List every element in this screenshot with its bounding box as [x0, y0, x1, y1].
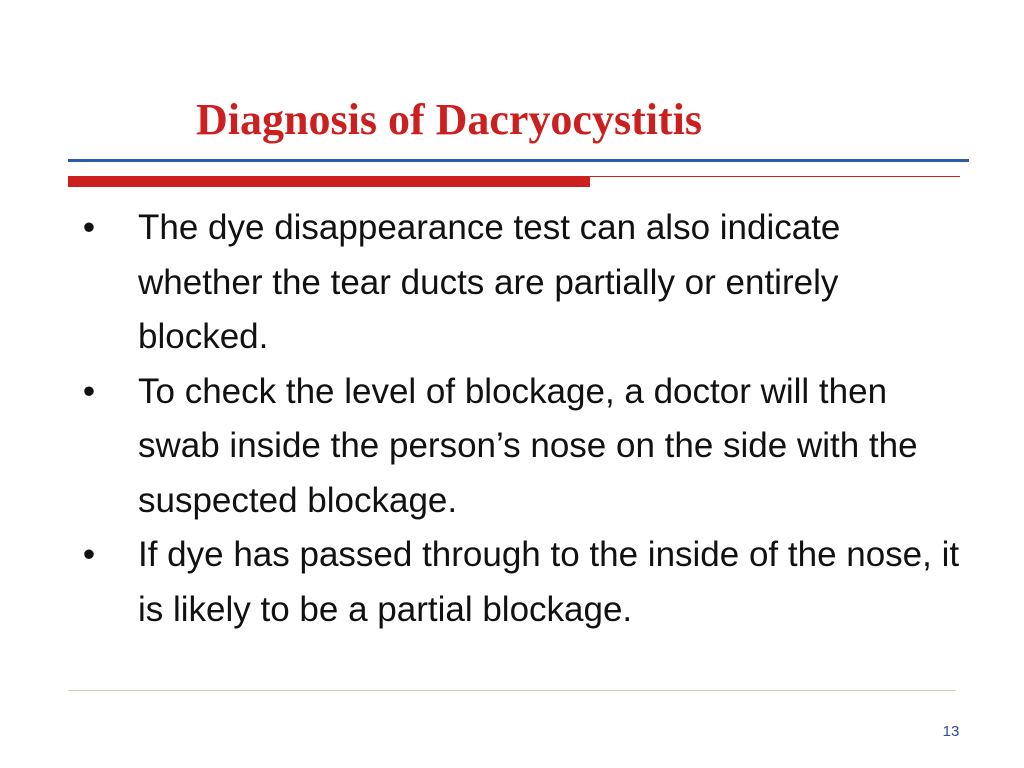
- bullet-item-2: [74, 365, 964, 529]
- bullet-list: [74, 201, 964, 637]
- bullet-icon: •: [82, 535, 96, 574]
- slide-title: Diagnosis of Dacryocystitis: [196, 95, 702, 144]
- bullet-text: The dye disappearance test can also indicate whether the tear ducts are partially or entirely blocked.: [138, 208, 841, 356]
- bullet-icon: •: [82, 208, 96, 247]
- bullet-item-3: [74, 528, 964, 637]
- title-rule-red-thick: [68, 176, 590, 187]
- title-rule-red-thin: [590, 176, 960, 177]
- bullet-item-1: [74, 201, 964, 365]
- bullet-text: If dye has passed through to the inside of the nose, it is likely to be a partial blockage.: [138, 535, 960, 629]
- page-number: 13: [942, 723, 960, 740]
- bullet-text: To check the level of blockage, a doctor will then swab inside the person’s nose on the side with the suspected blockage.: [138, 371, 918, 520]
- title-rule-blue: [68, 159, 969, 162]
- footer-rule: [68, 690, 956, 691]
- bullet-icon: •: [82, 371, 96, 411]
